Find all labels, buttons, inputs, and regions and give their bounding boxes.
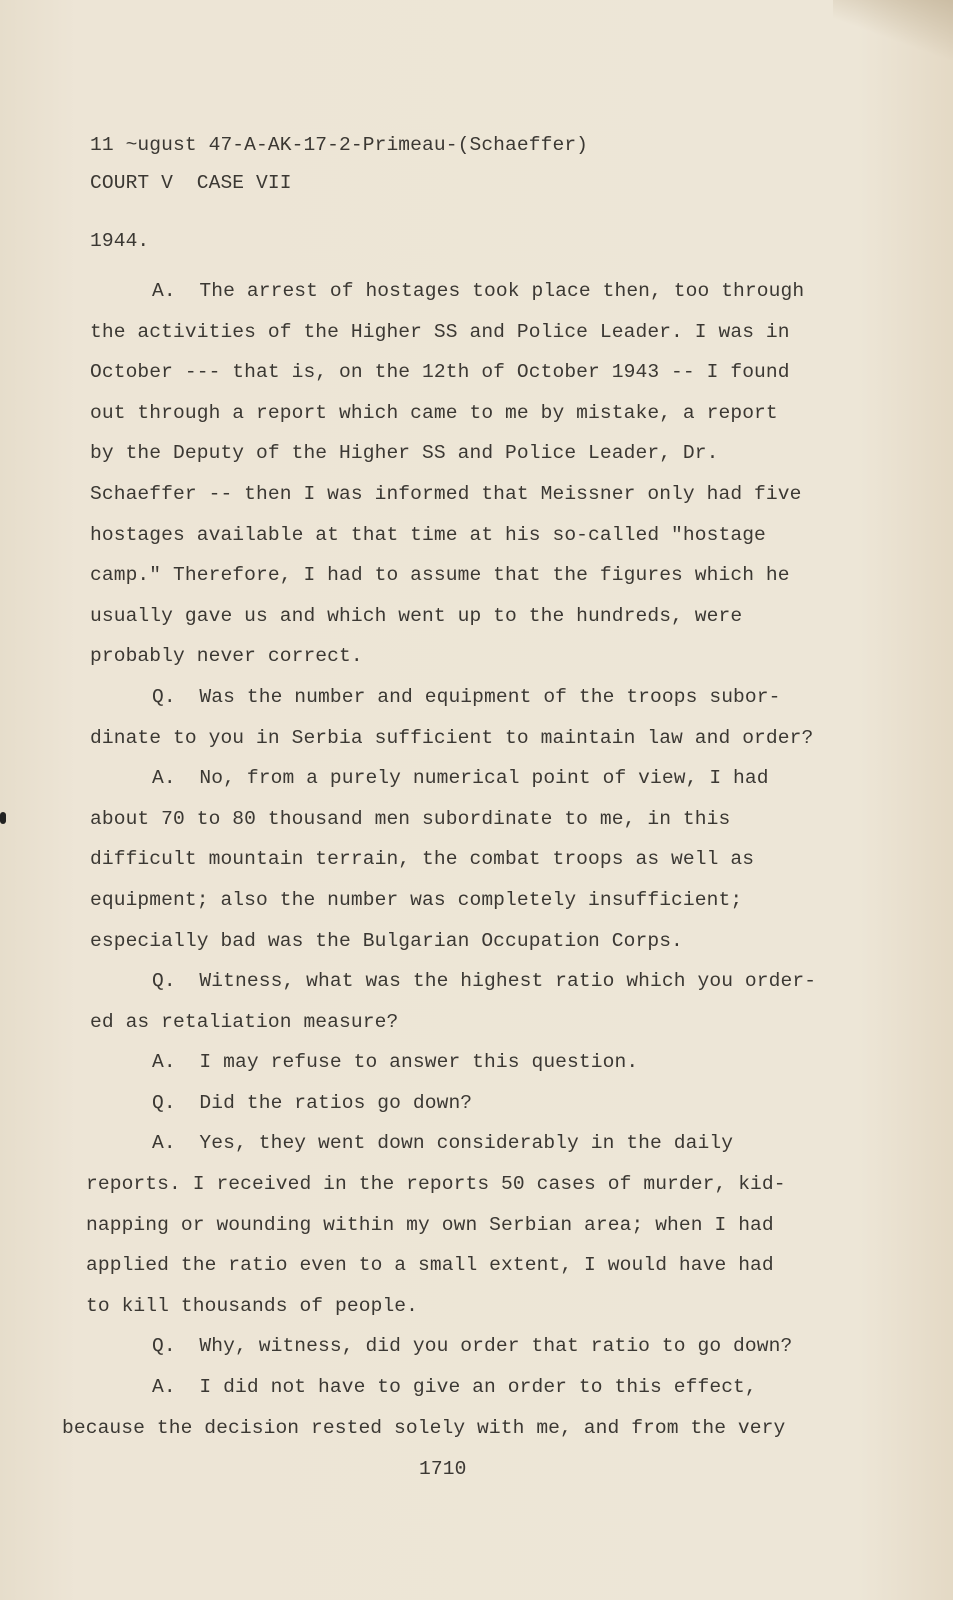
text-line: Q. Why, witness, did you order that ratio to go down? [152, 1335, 793, 1358]
header-court-case: COURT V CASE VII [90, 172, 292, 194]
transcript-body [0, 271, 953, 1448]
page-number: 1710 [419, 1458, 467, 1480]
text-line: A. No, from a purely numerical point of view, I had [152, 767, 769, 790]
text-line: the activities of the Higher SS and Police Leader. I was in [90, 320, 790, 343]
text-line: because the decision rested solely with me, and from the very [62, 1416, 786, 1439]
text-line: to kill thousands of people. [86, 1294, 419, 1317]
text-line: applied the ratio even to a small extent, I would have had [86, 1254, 774, 1277]
text-line: probably never correct. [90, 645, 363, 668]
text-line: Q. Was the number and equipment of the troops subor- [152, 685, 781, 708]
text-line: ed as retaliation measure? [90, 1010, 399, 1033]
text-line: hostages available at that time at his so-called "hostage [90, 523, 766, 546]
text-line: dinate to you in Serbia sufficient to maintain law and order? [90, 726, 814, 749]
text-line: A. The arrest of hostages took place then, too through [152, 280, 805, 302]
text-line: A. I may refuse to answer this question. [152, 1051, 639, 1074]
paper-edge-wear [833, 0, 953, 60]
text-line: camp." Therefore, I had to assume that the figures which he [90, 564, 790, 587]
text-line: reports. I received in the reports 50 cases of murder, kid- [86, 1173, 786, 1196]
text-line: equipment; also the number was completely insufficient; [90, 888, 743, 911]
text-line: Q. Did the ratios go down? [152, 1091, 473, 1114]
text-line: A. I did not have to give an order to this effect, [152, 1376, 757, 1399]
text-line: usually gave us and which went up to the hundreds, were [90, 604, 743, 627]
text-line: Schaeffer -- then I was informed that Meissner only had five [90, 482, 802, 505]
header-reference: 11 ~ugust 47-A-AK-17-2-Primeau-(Schaeffer) [90, 134, 589, 156]
text-line: difficult mountain terrain, the combat troops as well as [90, 848, 755, 871]
text-line: out through a report which came to me by mistake, a report [90, 401, 778, 424]
text-line: A. Yes, they went down considerably in the daily [152, 1132, 734, 1155]
text-line: about 70 to 80 thousand men subordinate to me, in this [90, 807, 731, 830]
text-line: napping or wounding within my own Serbian area; when I had [86, 1213, 774, 1236]
year-line: 1944. [90, 230, 150, 252]
text-line: by the Deputy of the Higher SS and Police Leader, Dr. [90, 442, 719, 465]
text-line: especially bad was the Bulgarian Occupation Corps. [90, 929, 683, 952]
text-line: Q. Witness, what was the highest ratio which you order- [152, 970, 817, 993]
text-line: October --- that is, on the 12th of October 1943 -- I found [90, 361, 790, 384]
